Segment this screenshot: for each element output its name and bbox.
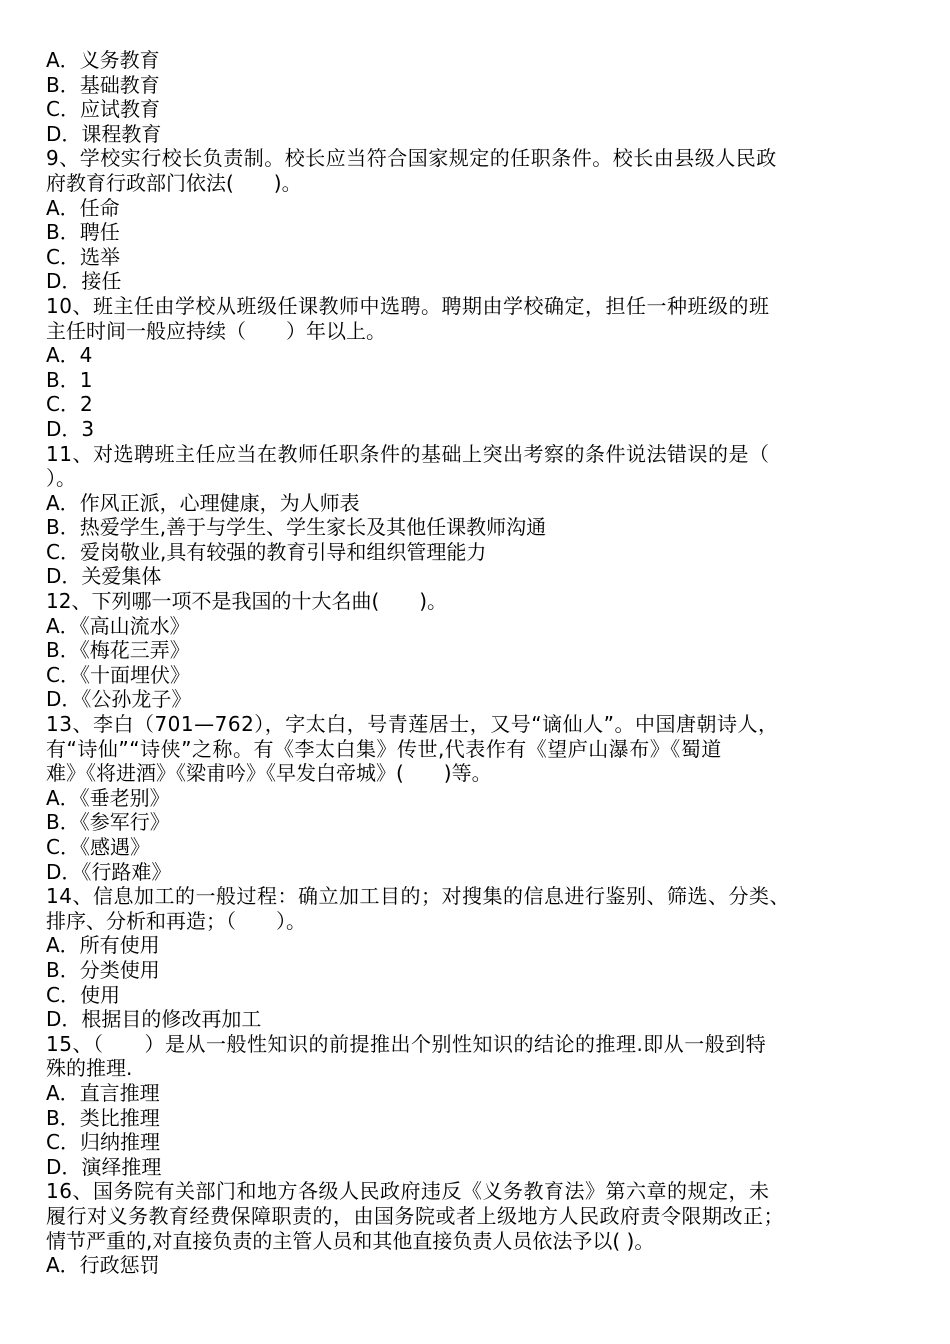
question-10-line-2: 主任时间一般应持续（ ）年以上。 [46, 318, 386, 343]
question-9-line-1: 9、学校实行校长负责制。校长应当符合国家规定的任职条件。校长由县级人民政 [46, 146, 777, 171]
option-line: C．《十面埋伏》 [46, 662, 190, 687]
option-line: D．课程教育 [46, 121, 162, 146]
option-line: C．爱岗敬业,具有较强的教育引导和组织管理能力 [46, 539, 487, 564]
option-line: A．行政惩罚 [46, 1253, 160, 1278]
option-line: B．基础教育 [46, 72, 160, 97]
option-line: C．2 [46, 392, 93, 417]
question-15-line-2: 殊的推理. [46, 1056, 133, 1081]
option-line: B．热爱学生,善于与学生、学生家长及其他任课教师沟通 [46, 515, 547, 540]
option-line: D．《公孙龙子》 [46, 687, 192, 712]
option-line: D．根据目的修改再加工 [46, 1007, 262, 1032]
option-line: A．《垂老别》 [46, 785, 170, 810]
option-line: A．所有使用 [46, 933, 160, 958]
question-12-line-1: 12、下列哪一项不是我国的十大名曲( )。 [46, 589, 448, 614]
option-line: C．《感遇》 [46, 835, 150, 859]
option-line: A．义务教育 [46, 48, 160, 72]
document-page [46, 48, 906, 1278]
option-line: B．聘任 [46, 220, 120, 245]
question-14-line-2: 排序、分析和再造；（ ）。 [46, 908, 306, 933]
option-line: B．分类使用 [46, 957, 160, 982]
question-11-line-1: 11、对选聘班主任应当在教师任职条件的基础上突出考察的条件说法错误的是（ [46, 441, 770, 466]
option-line: D．接任 [46, 269, 122, 294]
question-10-line-1: 10、班主任由学校从班级任课教师中选聘。聘期由学校确定，担任一种班级的班 [46, 293, 770, 318]
question-16-line-2: 履行对义务教育经费保障职责的，由国务院或者上级地方人民政府责令限期改正； [46, 1203, 784, 1228]
option-line: A．直言推理 [46, 1080, 160, 1105]
option-line: B．类比推理 [46, 1105, 160, 1130]
option-line: D．《行路难》 [46, 859, 172, 884]
option-line: D．演绎推理 [46, 1154, 162, 1179]
option-line: A．《高山流水》 [46, 613, 190, 638]
question-16-line-3: 情节严重的,对直接负责的主管人员和其他直接负责人员依法予以( )。 [46, 1228, 655, 1253]
question-13-line-2: 有“诗仙”“诗侠”之称。有《李太白集》传世,代表作有《望庐山瀑布》《蜀道 [46, 736, 722, 761]
question-13-line-1: 13、李白（701—762），字太白，号青莲居士，又号“谪仙人”。中国唐朝诗人， [46, 712, 779, 737]
option-line: A．任命 [46, 195, 120, 220]
question-15-line-1: 15、（ ）是从一般性知识的前提推出个别性知识的结论的推理.即从一般到特 [46, 1031, 767, 1056]
question-16-line-1: 16、国务院有关部门和地方各级人民政府违反《义务教育法》第六章的规定，未 [46, 1179, 770, 1204]
option-line: B．《梅花三弄》 [46, 638, 190, 663]
option-line: C．使用 [46, 982, 120, 1007]
option-line: B．1 [46, 367, 93, 392]
option-line: C．选举 [46, 244, 120, 269]
option-line: A．作风正派，心理健康，为人师表 [46, 490, 360, 515]
option-line: A．4 [46, 343, 93, 368]
question-14-line-1: 14、信息加工的一般过程：确立加工目的；对搜集的信息进行鉴别、筛选、分类、 [46, 884, 790, 909]
question-9-line-2: 府教育行政部门依法( )。 [46, 170, 302, 195]
option-line: C．归纳推理 [46, 1130, 160, 1155]
option-line: D．关爱集体 [46, 564, 162, 589]
option-line: B．《参军行》 [46, 810, 170, 835]
option-line: D．3 [46, 416, 95, 441]
question-13-line-3: 难》《将进酒》《梁甫吟》《早发白帝城》( )等。 [46, 761, 492, 786]
question-11-line-2: ）。 [46, 466, 76, 491]
option-line: C．应试教育 [46, 97, 160, 122]
